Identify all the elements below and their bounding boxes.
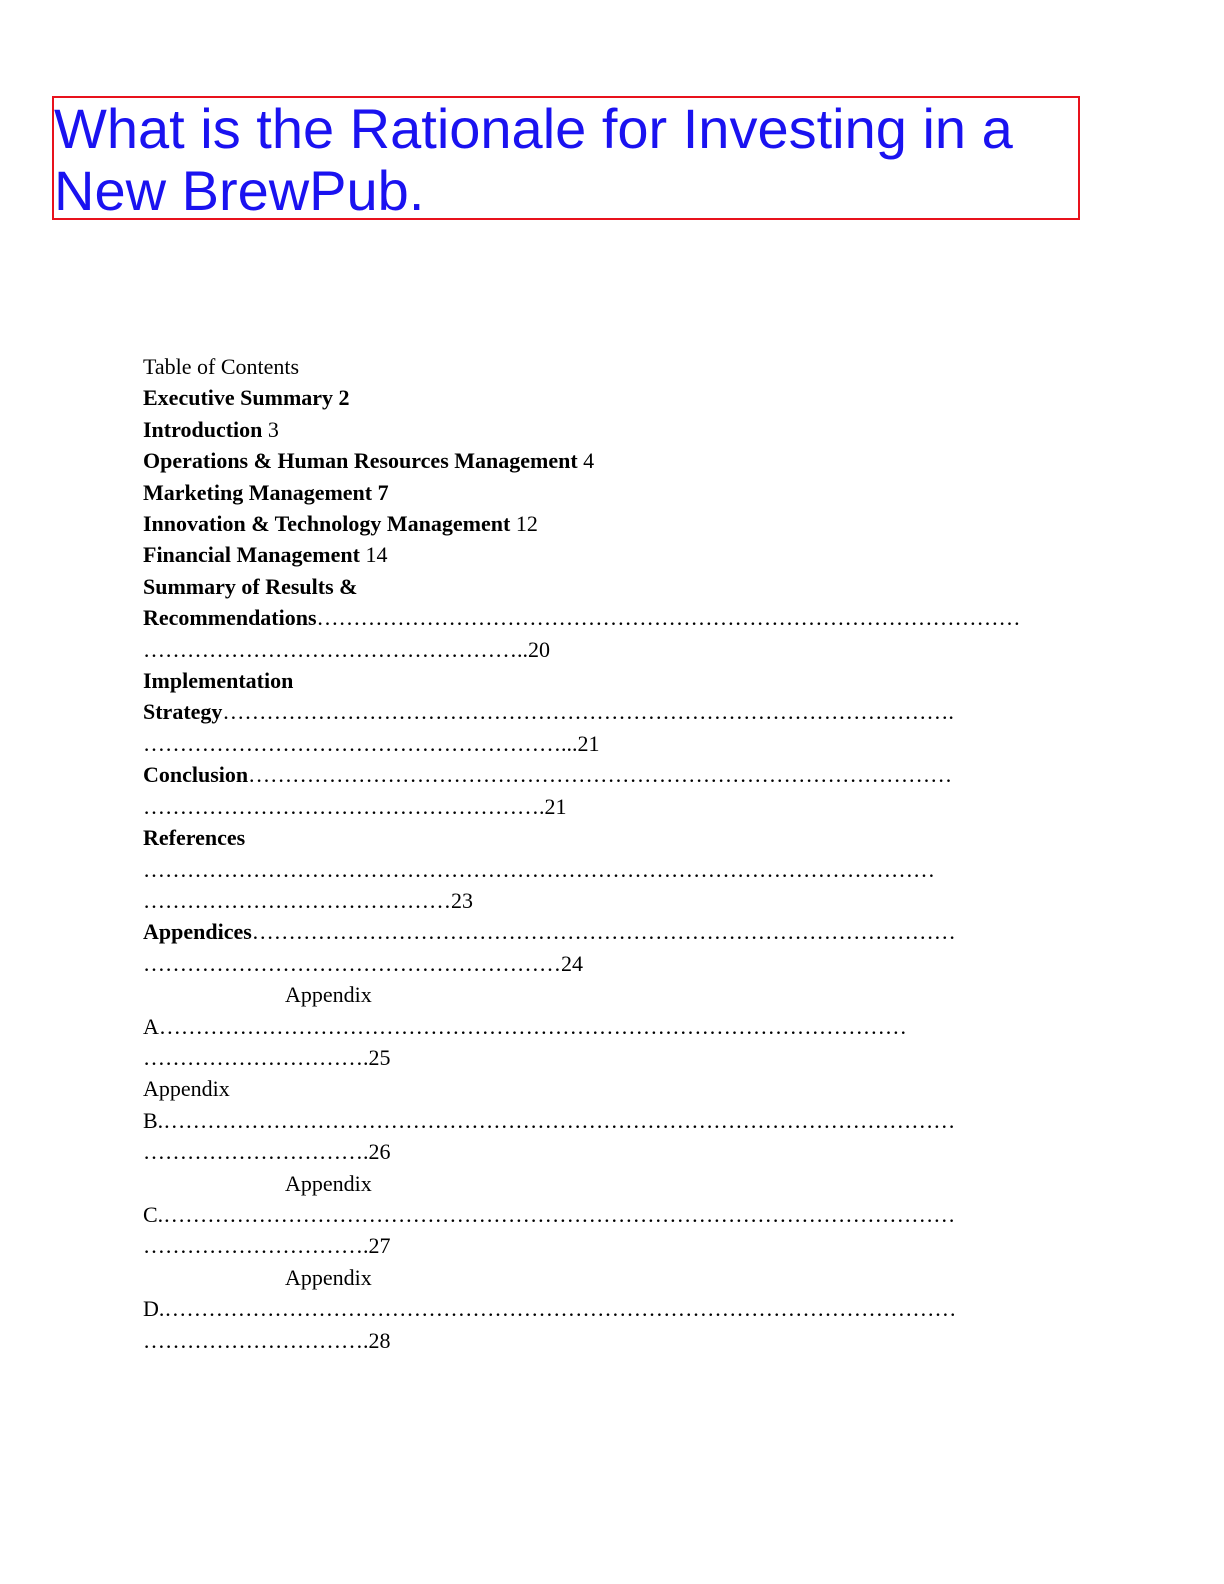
dot-leader: ………………………………………………. [143,793,545,819]
toc-appendix-b-page: 26 [368,1139,391,1165]
toc-implementation-line-2 [143,696,1103,727]
title-line-2: New BrewPub. [54,159,425,222]
toc-entry-page: 2 [338,385,350,411]
toc-entry-page: 3 [267,416,279,442]
toc-appendix-d-line-2 [143,1293,1103,1324]
toc-appendices-line-2 [143,948,1103,979]
toc-entry-page: 14 [365,542,388,568]
toc-implementation-page: 21 [577,730,600,756]
toc-appendix-d-page: 28 [368,1327,391,1353]
toc-entry [143,414,1103,445]
toc-heading: Table of Contents [143,354,300,379]
toc-appendix-c-line-2 [143,1199,1103,1230]
toc-appendix-a-letter: A [143,1013,159,1039]
dot-leader: …………………………. [143,1327,369,1353]
toc-entry-label: Introduction [143,416,263,442]
toc-entry [143,477,1103,508]
dot-leader: …………………………………………………... [143,730,578,756]
toc-entry-page: 7 [377,479,389,505]
toc-appendix-a-page: 25 [368,1044,391,1070]
toc-references-page: 23 [451,887,473,913]
toc-appendix-c-word: Appendix [285,1170,372,1196]
toc-appendices-page: 24 [561,950,583,976]
toc-appendix-c-letter: C. [143,1201,164,1227]
toc-references-label: References [143,825,246,851]
toc-conclusion-line-1 [143,759,1103,790]
document-title [54,98,1013,222]
dot-leader: …………………………………………………………………………………… [251,919,956,945]
toc-appendix-d-letter: D. [143,1296,165,1322]
dot-leader: …………………………………… [143,887,451,913]
toc-implementation-line-3 [143,728,1103,759]
toc-summary-page: 20 [528,636,550,662]
toc-appendix-b-letter: B. [143,1107,164,1133]
toc-appendices-line-1 [143,916,1103,947]
toc-appendix-c-line-3 [143,1230,1103,1261]
table-of-contents [143,351,1103,1356]
dot-leader: ……………………………………………………………………………………………… [163,1107,956,1133]
dot-leader: …………………………………………………………………………………… [316,605,1021,631]
toc-appendix-b-line-2 [143,1105,1103,1136]
dot-leader: ………………………………………………………………………………………… [158,1013,907,1039]
toc-appendix-d-word: Appendix [285,1264,372,1290]
toc-entry-label: Executive Summary [143,385,334,411]
toc-appendix-d-line-3 [143,1325,1103,1356]
toc-entry [143,382,1103,413]
dot-leader: …………………………………………….. [143,636,528,662]
dot-leader: …………………………. [143,1233,369,1259]
toc-conclusion-label: Conclusion [143,762,249,788]
dot-leader: …………………………. [143,1139,369,1165]
title-line-1: What is the Rationale for Investing in a [54,97,1013,160]
toc-entry [143,508,1103,539]
toc-references-line-3 [143,885,1103,916]
dot-leader: ………………………………………………… [143,950,561,976]
toc-appendix-a-line-3 [143,1042,1103,1073]
toc-entry-label: Operations & Human Resources Management [143,448,578,474]
toc-entry-page: 4 [583,448,595,474]
title-frame [52,96,1080,220]
toc-conclusion-line-2 [143,791,1103,822]
toc-entry [143,539,1103,570]
toc-appendix-a-line-2 [143,1011,1103,1042]
dot-leader: ……………………………………………………………………………………………… [163,1201,956,1227]
toc-appendix-b-line-3 [143,1136,1103,1167]
dot-leader: ……………………………………………………………………………………………… [143,856,935,882]
toc-summary-line-2 [143,602,1103,633]
toc-implementation-label-1: Implementation [143,668,294,694]
toc-entry-label: Financial Management [143,542,360,568]
toc-entry-label: Marketing Management [143,479,373,505]
toc-summary-label-2: Recommendations [143,605,317,631]
dot-leader: ………………………………………………………………………………………. [222,699,954,725]
toc-entry [143,445,1103,476]
toc-appendix-b-word: Appendix [143,1076,230,1102]
toc-appendix-a-word: Appendix [285,982,372,1008]
toc-summary-label-1: Summary of Results & [143,573,358,599]
toc-implementation-label-2: Strategy [143,699,223,725]
dot-leader: …………………………………………………………………………………… [248,762,953,788]
dot-leader: ……………………………………………………………………………………………… [164,1296,957,1322]
toc-entry-label: Innovation & Technology Management [143,511,511,537]
toc-appendices-label: Appendices [143,919,252,945]
toc-entry-page: 12 [515,511,538,537]
toc-conclusion-page: 21 [544,793,567,819]
toc-appendix-c-page: 27 [368,1233,391,1259]
toc-summary-line-3 [143,634,1103,665]
dot-leader: …………………………. [143,1044,369,1070]
